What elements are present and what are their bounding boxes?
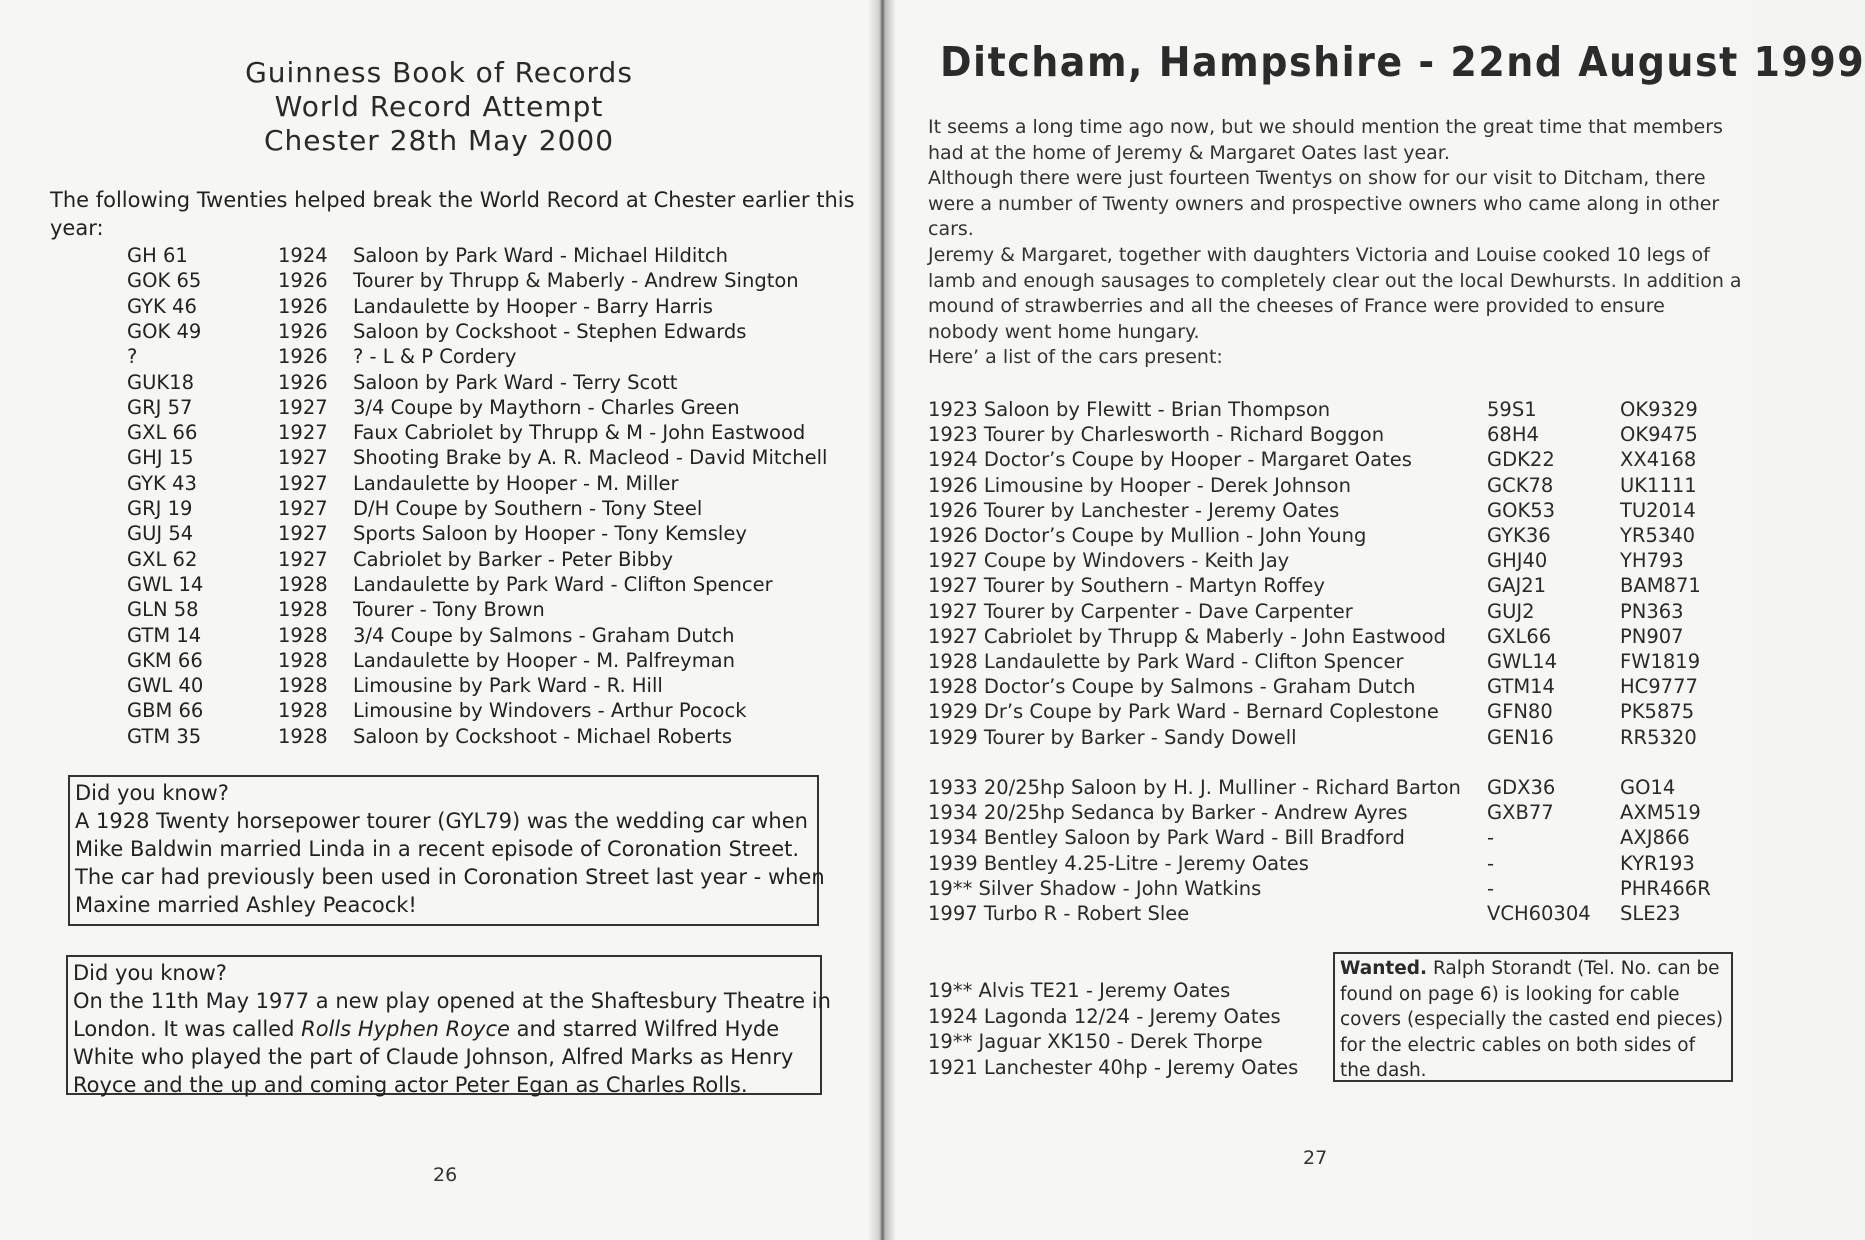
year: 1927 [278,446,328,470]
box-line: A 1928 Twenty horsepower tourer (GYL79) was the wedding car when [75,809,808,833]
registration: GYK 46 [127,294,197,318]
car-description: Shooting Brake by A. R. Macleod - David Mitchell [353,446,828,470]
car-row [0,523,1752,548]
car-description: Landaulette by Hooper - M. Miller [353,471,679,495]
registration: BAM871 [1620,574,1701,598]
report-line: were a number of Twenty owners and prospective owners who came along in other [928,192,1720,215]
chassis-number: GXL66 [1487,624,1552,648]
car-row [0,498,1752,523]
year: 1927 [278,497,328,520]
registration: YR5340 [1620,524,1696,547]
did-you-know-box-2 [66,955,831,1097]
car-description: Faux Cabriolet by Thrupp & M - John Eastwood [353,421,806,445]
year: 1926 [278,345,328,369]
box-line: White who played the part of Claude Johnson, Alfred Marks as Henry [73,1045,794,1069]
car-description: 3/4 Coupe by Salmons - Graham Dutch [353,623,735,647]
car-description: Cabriolet by Barker - Peter Bibby [353,547,674,571]
registration: TU2014 [1620,498,1696,522]
car-row [0,573,1752,598]
chassis-number: - [1487,851,1495,875]
car-description: Sports Saloon by Hooper - Tony Kemsley [353,522,747,546]
box-line [73,1015,815,1043]
car-description: Limousine by Park Ward - R. Hill [353,674,663,698]
car-description: 1926 Limousine by Hooper - Derek Johnson [928,473,1351,497]
wanted-line: covers (especially the casted end pieces) [1340,1009,1724,1031]
car-description: 1934 20/25hp Sedanca by Barker - Andrew Ayres [928,801,1408,825]
wanted-box [1333,952,1733,1082]
box-heading: Did you know? [75,781,229,805]
registration: PHR466R [1620,876,1711,900]
registration: SLE23 [1620,902,1681,925]
car-row [0,397,1752,422]
year: 1928 [278,623,328,647]
car-description: 1927 Cabriolet by Thrupp & Maberly - John Eastwood [928,624,1446,648]
registration: GRJ 57 [127,395,193,419]
chassis-number: GEN16 [1487,725,1554,749]
registration: GXL 66 [127,421,198,445]
report-line: Jeremy & Margaret, together with daughters Victoria and Louise cooked 10 legs of [928,243,1710,266]
report-line: Here’ a list of the cars present: [928,346,1223,369]
chassis-number: 59S1 [1487,398,1537,421]
car-description: Saloon by Cockshoot - Stephen Edwards [353,319,747,343]
chassis-number: GOK53 [1487,498,1556,522]
car-row [0,901,1752,926]
registration: UK1111 [1620,473,1697,497]
record-row [0,319,878,344]
car-description: D/H Coupe by Southern - Tony Steel [353,497,703,520]
report-line: Although there were just fourteen Twentys on show for our visit to Ditcham, there [928,167,1706,190]
car-row [0,699,1752,724]
car-description: ? - L & P Cordery [353,345,517,369]
registration: FW1819 [1620,650,1701,673]
registration: AXM519 [1620,801,1701,825]
car-row [0,876,1752,901]
car-description: 1929 Tourer by Barker - Sandy Dowell [928,725,1297,749]
car-description: 19** Silver Shadow - John Watkins [928,876,1262,900]
registration: GHJ 15 [127,446,194,470]
registration: GBM 66 [127,699,204,723]
year: 1927 [278,522,328,546]
car-row [0,599,1752,624]
wanted-label: Wanted. [1340,958,1428,979]
registration: KYR193 [1620,851,1695,875]
other-make-car: 1921 Lanchester 40hp - Jeremy Oates [928,1056,1299,1079]
registration: GWL 40 [127,674,204,698]
record-row [0,294,878,319]
registration: PN907 [1620,624,1684,648]
registration: GKM 66 [127,648,203,672]
car-description: 1923 Saloon by Flewitt - Brian Thompson [928,398,1331,421]
year: 1926 [278,319,328,343]
car-description: 1926 Doctor’s Coupe by Mullion - John Young [928,524,1367,547]
car-description: 1926 Tourer by Lanchester - Jeremy Oates [928,498,1340,522]
car-description: 1927 Tourer by Carpenter - Dave Carpenter [928,599,1353,623]
wanted-line [1340,956,1726,982]
car-description: 1927 Coupe by Windovers - Keith Jay [928,549,1290,573]
car-description: 1928 Landaulette by Park Ward - Clifton Spencer [928,650,1404,673]
registration: GTM 35 [127,724,202,748]
registration: GO14 [1620,776,1676,799]
year: 1928 [278,598,328,622]
other-make-car: 19** Alvis TE21 - Jeremy Oates [928,979,1231,1002]
registration: GOK 49 [127,319,202,343]
year: 1928 [278,674,328,698]
wanted-line: the dash. [1340,1060,1427,1082]
report-line: had at the home of Jeremy & Margaret Oates last year. [928,141,1450,164]
car-row [0,649,1752,674]
registration: PN363 [1620,599,1684,623]
chassis-number: GDX36 [1487,776,1556,799]
box-line: On the 11th May 1977 a new play opened at the Shaftesbury Theatre in [73,989,831,1013]
car-description: 1923 Tourer by Charlesworth - Richard Boggon [928,423,1385,447]
car-description: 1933 20/25hp Saloon by H. J. Mulliner - Richard Barton [928,776,1461,799]
car-description: Saloon by Park Ward - Terry Scott [353,370,678,394]
year: 1928 [278,699,328,723]
box-text: and starred Wilfred Hyde [509,1017,780,1041]
report-line: It seems a long time ago now, but we should mention the great time that members [928,116,1723,138]
report-line: nobody went home hungary. [928,320,1200,343]
chassis-number: GCK78 [1487,473,1554,497]
registration: ? [127,345,138,369]
year: 1927 [278,547,328,571]
registration: GWL 14 [127,572,204,596]
registration: GTM 14 [127,623,202,647]
box-line: Maxine married Ashley Peacock! [75,893,417,917]
car-row [0,851,1752,876]
record-row [0,268,878,293]
registration: YH793 [1620,549,1684,573]
year: 1926 [278,269,328,293]
car-description: 3/4 Coupe by Maythorn - Charles Green [353,395,740,419]
page-number-right: 27 [1303,1147,1328,1169]
car-description: 1997 Turbo R - Robert Slee [928,902,1190,925]
car-description: Saloon by Park Ward - Michael Hilditch [353,244,728,267]
car-description: Limousine by Windovers - Arthur Pocock [353,699,747,723]
car-row [0,674,1752,699]
ditcham-title: Ditcham, Hampshire - 22nd August 1999 [940,38,1865,86]
ditcham-report [928,115,1742,371]
registration: GOK 65 [127,269,202,293]
car-description: 1934 Bentley Saloon by Park Ward - Bill Bradford [928,826,1405,850]
registration: GH 61 [127,244,188,267]
year: 1926 [278,294,328,318]
intro-line: The following Twenties helped break the World Record at Chester earlier this [50,188,855,212]
car-row [0,725,1752,750]
year: 1928 [278,648,328,672]
car-description: 1939 Bentley 4.25-Litre - Jeremy Oates [928,851,1309,875]
car-description: Tourer by Thrupp & Maberly - Andrew Sington [353,269,799,293]
record-attempt-title [0,56,878,158]
year: 1927 [278,421,328,445]
report-line: cars. [928,218,974,241]
chassis-number: - [1487,876,1495,900]
registration: PK5875 [1620,700,1695,724]
play-title: Rolls Hyphen Royce [301,1017,510,1041]
chassis-number: GUJ2 [1487,599,1535,623]
page-number-left: 26 [433,1164,458,1186]
chassis-number: GFN80 [1487,700,1553,724]
registration: GLN 58 [127,598,199,622]
report-line: mound of strawberries and all the cheeses of France were provided to ensure [928,295,1665,318]
wanted-line: found on page 6) is looking for cable [1340,983,1680,1005]
other-make-car: 1924 Lagonda 12/24 - Jeremy Oates [928,1005,1281,1028]
registration: GXL 62 [127,547,198,571]
registration: OK9329 [1620,398,1698,421]
chassis-number: GHJ40 [1487,549,1548,573]
year: 1924 [278,244,328,267]
registration: AXJ866 [1620,826,1690,850]
registration: OK9475 [1620,423,1698,447]
registration: GUJ 54 [127,522,194,546]
registration: RR5320 [1620,725,1697,749]
car-row [0,548,1752,573]
car-description: 1924 Doctor’s Coupe by Hooper - Margaret Oates [928,448,1412,472]
car-description: 1929 Dr’s Coupe by Park Ward - Bernard Coplestone [928,700,1439,724]
box-heading: Did you know? [73,961,227,985]
chassis-number: GXB77 [1487,801,1554,825]
year: 1927 [278,471,328,495]
title-line: Chester 28th May 2000 [263,124,615,157]
registration: GYK 43 [127,471,197,495]
box-line: Royce and the up and coming actor Peter Egan as Charles Rolls. [73,1073,748,1097]
chassis-number: GYK36 [1487,524,1551,547]
box-text: London. It was called [73,1017,302,1041]
registration: HC9777 [1620,675,1698,699]
chassis-number: GDK22 [1487,448,1555,472]
registration: XX4168 [1620,448,1697,472]
chassis-number: VCH60304 [1487,902,1591,925]
car-description: 1928 Doctor’s Coupe by Salmons - Graham Dutch [928,675,1416,699]
year: 1928 [278,724,328,748]
car-row [0,473,1752,498]
car-description: Tourer - Tony Brown [353,598,545,622]
car-description: Saloon by Cockshoot - Michael Roberts [353,724,732,748]
chassis-number: GTM14 [1487,675,1555,699]
record-row [0,243,878,268]
car-description: Landaulette by Hooper - Barry Harris [353,294,713,318]
car-row [0,800,1752,825]
report-line: lamb and enough sausages to completely clear out the local Dewhursts. In addition a [928,269,1742,292]
box-line: The car had previously been used in Coronation Street last year - when [75,865,825,889]
car-row [0,775,1752,800]
year: 1927 [278,395,328,419]
car-description: 1927 Tourer by Southern - Martyn Roffey [928,574,1325,598]
title-line: World Record Attempt [274,90,604,123]
car-description: Landaulette by Park Ward - Clifton Spencer [353,572,773,596]
record-intro [50,186,855,242]
registration: GUK18 [127,370,194,394]
record-row [0,344,878,369]
year: 1928 [278,572,328,596]
title-line: Guinness Book of Records [245,56,633,89]
year: 1926 [278,370,328,394]
car-row [0,825,1752,850]
car-row [0,624,1752,649]
chassis-number: 68H4 [1487,423,1539,447]
record-row [0,370,878,395]
box-line: Mike Baldwin married Linda in a recent episode of Coronation Street. [75,837,800,861]
chassis-number: GWL14 [1487,650,1558,673]
wanted-line: for the electric cables on both sides of [1340,1034,1696,1056]
car-description: Landaulette by Hooper - M. Palfreyman [353,648,735,672]
registration: GRJ 19 [127,497,193,520]
car-row [0,447,1752,472]
chassis-number: - [1487,826,1495,850]
wanted-text: Ralph Storandt (Tel. No. can be [1427,958,1720,979]
car-row [0,422,1752,447]
intro-line: year: [50,216,104,240]
chassis-number: GAJ21 [1487,574,1547,598]
other-make-car: 19** Jaguar XK150 - Derek Thorpe [928,1030,1263,1053]
